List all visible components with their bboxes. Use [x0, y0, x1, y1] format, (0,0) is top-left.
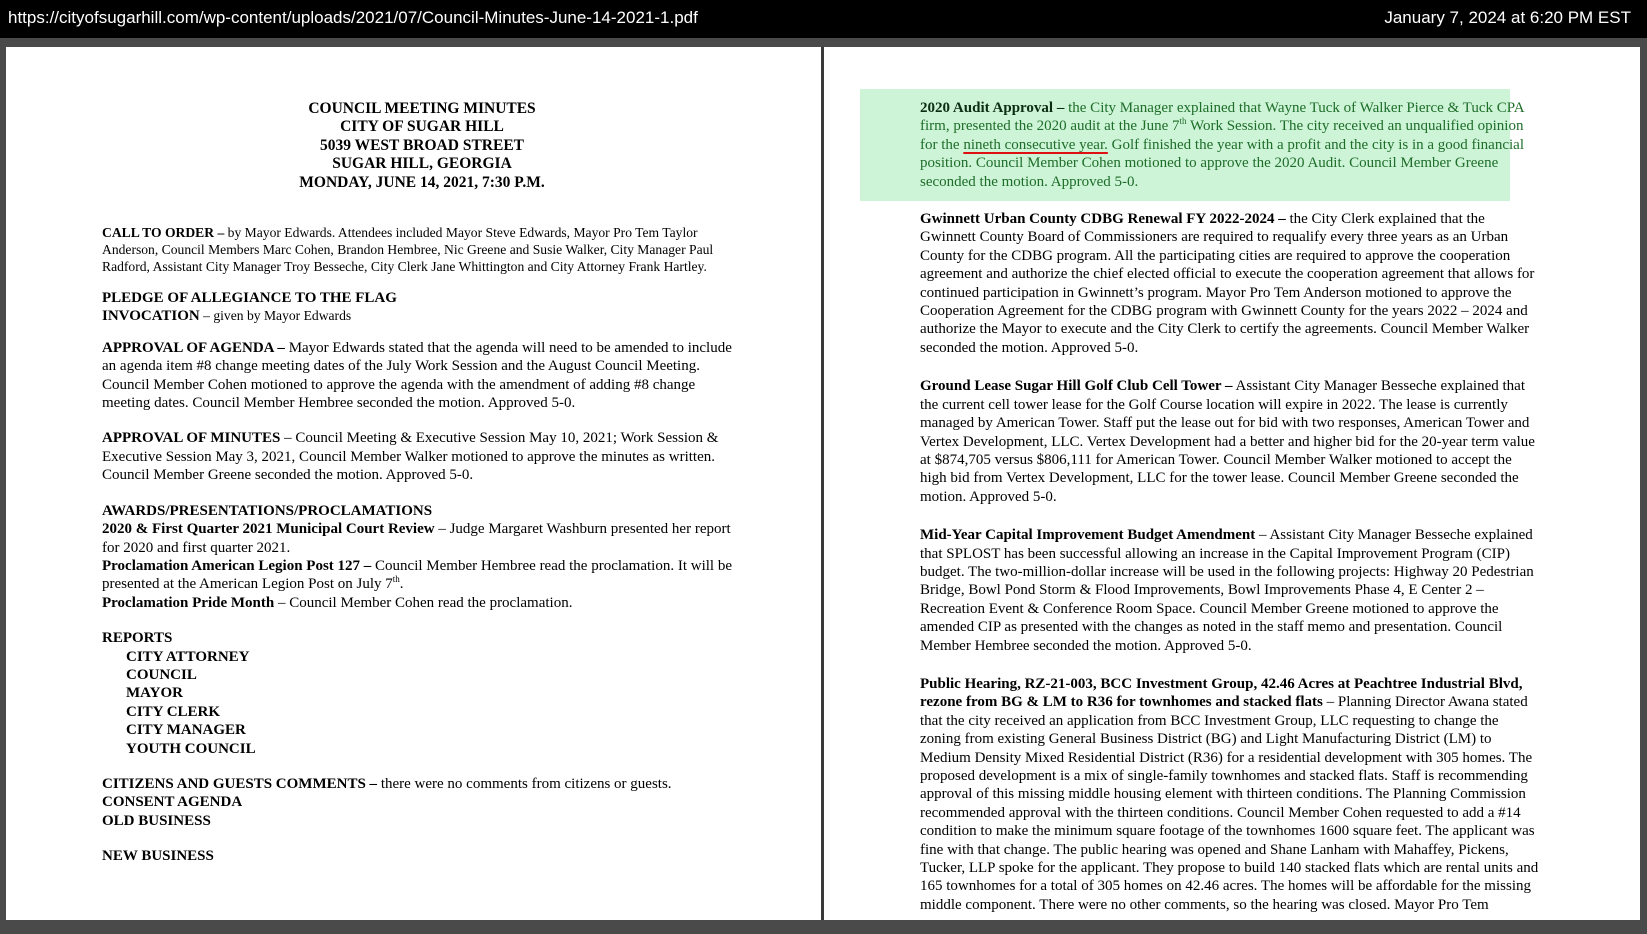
section-text: – Planning Director Awana stated that the city received an application from BCC Investment Group, LLC requesting to change the zoning from existing General Business District (BG) and Light Manufacturing District (LM) to Medium Density Mixed Residential District (R36) for a residential development with 305 homes. The proposed development is a mix of single-family townhomes and stacked flats. Staff is recommending approval of this missing middle housing element with thirteen conditions. The Planning Commission recommended approval with the thirteen conditions. Council Member Cohen requested to add a #14 condition to make the minimum square footage of the townhomes 1600 square feet. The applicant was fine with that change. The public hearing was opened and Shane Lanham with Mahaffey, Pickens, Tucker, LLP spoke for the applicant. They propose to build 140 stacked flats which are rental units and 165 townhomes for a total of 305 homes on 42.46 acres. The homes will be affordable for the missing middle component. There were no other comments, so the hearing was closed. Mayor Pro Tem — [920, 694, 1539, 913]
approval-of-agenda — [102, 339, 742, 413]
underlined-phrase: nineth consecutive year. — [963, 136, 1108, 153]
section-title: CALL TO ORDER – — [102, 225, 225, 241]
report-item: CITY MANAGER — [126, 722, 246, 739]
section-title: APPROVAL OF AGENDA – — [102, 339, 285, 356]
invocation-title: INVOCATION — [102, 308, 200, 325]
pdf-page-left — [6, 47, 821, 920]
cell-tower-lease — [920, 377, 1540, 506]
awards-title: AWARDS/PRESENTATIONS/PROCLAMATIONS — [102, 502, 433, 519]
award-item-title: 2020 & First Quarter 2021 Municipal Court Review — [102, 521, 435, 538]
page-url[interactable]: https://cityofsugarhill.com/wp-content/uploads/2021/07/Council-Minutes-June-14-2021-1.pdf — [8, 8, 698, 27]
award-item-text: – Council Member Cohen read the proclamation. — [274, 594, 573, 611]
section-text: Assistant City Manager Besseche explained that the current cell tower lease for the Golf Course location will expire in 2022. The lease is currently managed by American Tower. Staff put the lease out for bid with two responses, American Tower and Vertex Development, LLC. Vertex Development had a better and higher bid for the 20-year term value at $874,705 versus $806,111 for American Tower. Council Member Walker motioned to accept the high bid from Vertex Development, LLC for the tower lease. Council Member Greene seconded the motion. Approved 5-0. — [920, 378, 1535, 505]
award-item-title: Proclamation American Legion Post 127 – — [102, 557, 372, 574]
left-page-content — [102, 100, 742, 866]
right-page-content — [920, 99, 1540, 934]
section-text: – Assistant City Manager Besseche explained that SPLOST has been successful allowing an increase in the Capital Improvement Program (CIP) budget. The two-million-dollar increase will be used in the following projects: Highway 20 Pedestrian Bridge, Bowl Pond Storm & Flood Improvements, Bowl Improvements Phase 4, E Center 2 – Recreation Event & Conference Room Space. Council Member Greene motioned to approve the amended CIP as presented with the changes as noted in the staff memo and presentation. Council Member Hembree seconded the motion. Approved 5-0. — [920, 527, 1534, 654]
section-title: 2020 Audit Approval – — [920, 100, 1065, 116]
cdbg-renewal — [920, 210, 1540, 357]
section-text: – Council Meeting & Executive Session May 10, 2021; Work Session & Executive Session May 3, 2021, Council Member Walker motioned to approve the minutes as written. Council Member Greene seconded the motion. Approved 5-0. — [102, 430, 719, 484]
new-business-title: NEW BUSINESS — [102, 848, 214, 865]
report-item: CITY ATTORNEY — [126, 648, 250, 665]
approval-of-minutes — [102, 429, 742, 484]
award-item-text: Council Member Hembree read the proclamation. It will be presented at the American Legion Post on July 7 — [102, 557, 732, 593]
report-item: CITY CLERK — [126, 703, 221, 720]
awards-section — [102, 502, 742, 612]
browser-bar — [0, 0, 1647, 38]
report-item: YOUTH COUNCIL — [126, 740, 256, 757]
header-line: COUNCIL MEETING MINUTES — [308, 100, 536, 117]
header-line: 5039 WEST BROAD STREET — [319, 136, 524, 154]
pledge-title: PLEDGE OF ALLEGIANCE TO THE FLAG — [102, 290, 397, 307]
section-title: APPROVAL OF MINUTES — [102, 430, 281, 447]
report-item: COUNCIL — [126, 666, 197, 683]
citizens-title: CITIZENS AND GUESTS COMMENTS – — [102, 775, 378, 792]
audit-approval — [920, 99, 1540, 191]
award-item-text: – Judge Margaret Washburn presented her report for 2020 and first quarter 2021. — [102, 521, 731, 556]
invocation-text: – given by Mayor Edwards — [199, 308, 352, 324]
section-title: Mid-Year Capital Improvement Budget Amendment — [920, 527, 1256, 544]
header-line: CITY OF SUGAR HILL — [340, 118, 504, 136]
consent-agenda-title: CONSENT AGENDA — [102, 794, 243, 811]
section-title: Gwinnett Urban County CDBG Renewal FY 2022-2024 – — [920, 211, 1286, 228]
award-item-end: . — [399, 576, 404, 593]
document-header — [102, 100, 742, 192]
section-text: the City Clerk explained that the Gwinnett County Board of Commissioners are required to requalify every three years as an Urban County for the CDBG program. All the participating cities are required to approve the cooperation agreement and authorize the chief elected official to execute the cooperation agreement that allows for continued participation in Gwinnett’s program. Mayor Pro Tem Anderson motioned to approve the Cooperation Agreement for the CDBG program with Gwinnett County for the years 2022 – 2024 and authorize the Mayor to execute and the City Clerk to certify the agreements. Council Member Walker seconded the motion. Approved 5-0. — [920, 211, 1535, 356]
superscript: th — [1179, 116, 1187, 127]
header-line: MONDAY, JUNE 14, 2021, 7:30 P.M. — [299, 173, 545, 191]
reports-title: REPORTS — [102, 630, 173, 647]
new-business — [102, 847, 742, 865]
section-title: Ground Lease Sugar Hill Golf Club Cell Tower – — [920, 378, 1233, 395]
section-text: Work Session. The city received an unqualified opinion for the — [920, 118, 1524, 153]
pledge-invocation — [102, 289, 742, 326]
award-item-title: Proclamation Pride Month — [102, 594, 275, 611]
capture-timestamp: January 7, 2024 at 6:20 PM EST — [1384, 8, 1631, 27]
section-text: Golf finished the year with a profit and the city is in a good financial position. Council Member Cohen motioned to approve the 2020 Audit. Council Member Greene seconded the motion. Approved 5-0. — [920, 136, 1524, 190]
public-hearing — [920, 675, 1540, 914]
cip-amendment — [920, 526, 1540, 655]
citizens-text: there were no comments from citizens or guests. — [377, 775, 672, 792]
reports-section — [102, 629, 742, 758]
section-text: the City Manager explained that Wayne Tuck of Walker Pierce & Tuck CPA firm, presented the 2020 audit at the June 7 — [920, 100, 1524, 135]
section-text: by Mayor Edwards. Attendees included Mayor Steve Edwards, Mayor Pro Tem Taylor Anderson, Council Members Marc Cohen, Brandon Hembree, Nic Greene and Susie Walker, City Manager Paul Radford, Assistant City Manager Troy Besseche, City Clerk Jane Whittington and City Attorney Frank Hartley. — [102, 225, 714, 275]
old-business-title: OLD BUSINESS — [102, 812, 211, 829]
superscript: th — [392, 574, 400, 585]
section-title: Public Hearing, RZ-21-003, BCC Investment Group, 42.46 Acres at Peachtree Industrial Blvd, rezone from BG & LM to R36 for townhomes and stacked flats — [920, 675, 1523, 711]
report-item: MAYOR — [126, 685, 183, 702]
citizens-consent-old — [102, 775, 742, 830]
section-text: Mayor Edwards stated that the agenda will need to be amended to include an agenda item #8 change meeting dates of the July Work Session and the August Council Meeting. Council Member Cohen motioned to approve the agenda with the amendment of adding #8 change meeting dates. Council Member Hembree seconded the motion. Approved 5-0. — [102, 339, 732, 412]
header-line: SUGAR HILL, GEORGIA — [332, 155, 512, 173]
call-to-order — [102, 224, 742, 275]
